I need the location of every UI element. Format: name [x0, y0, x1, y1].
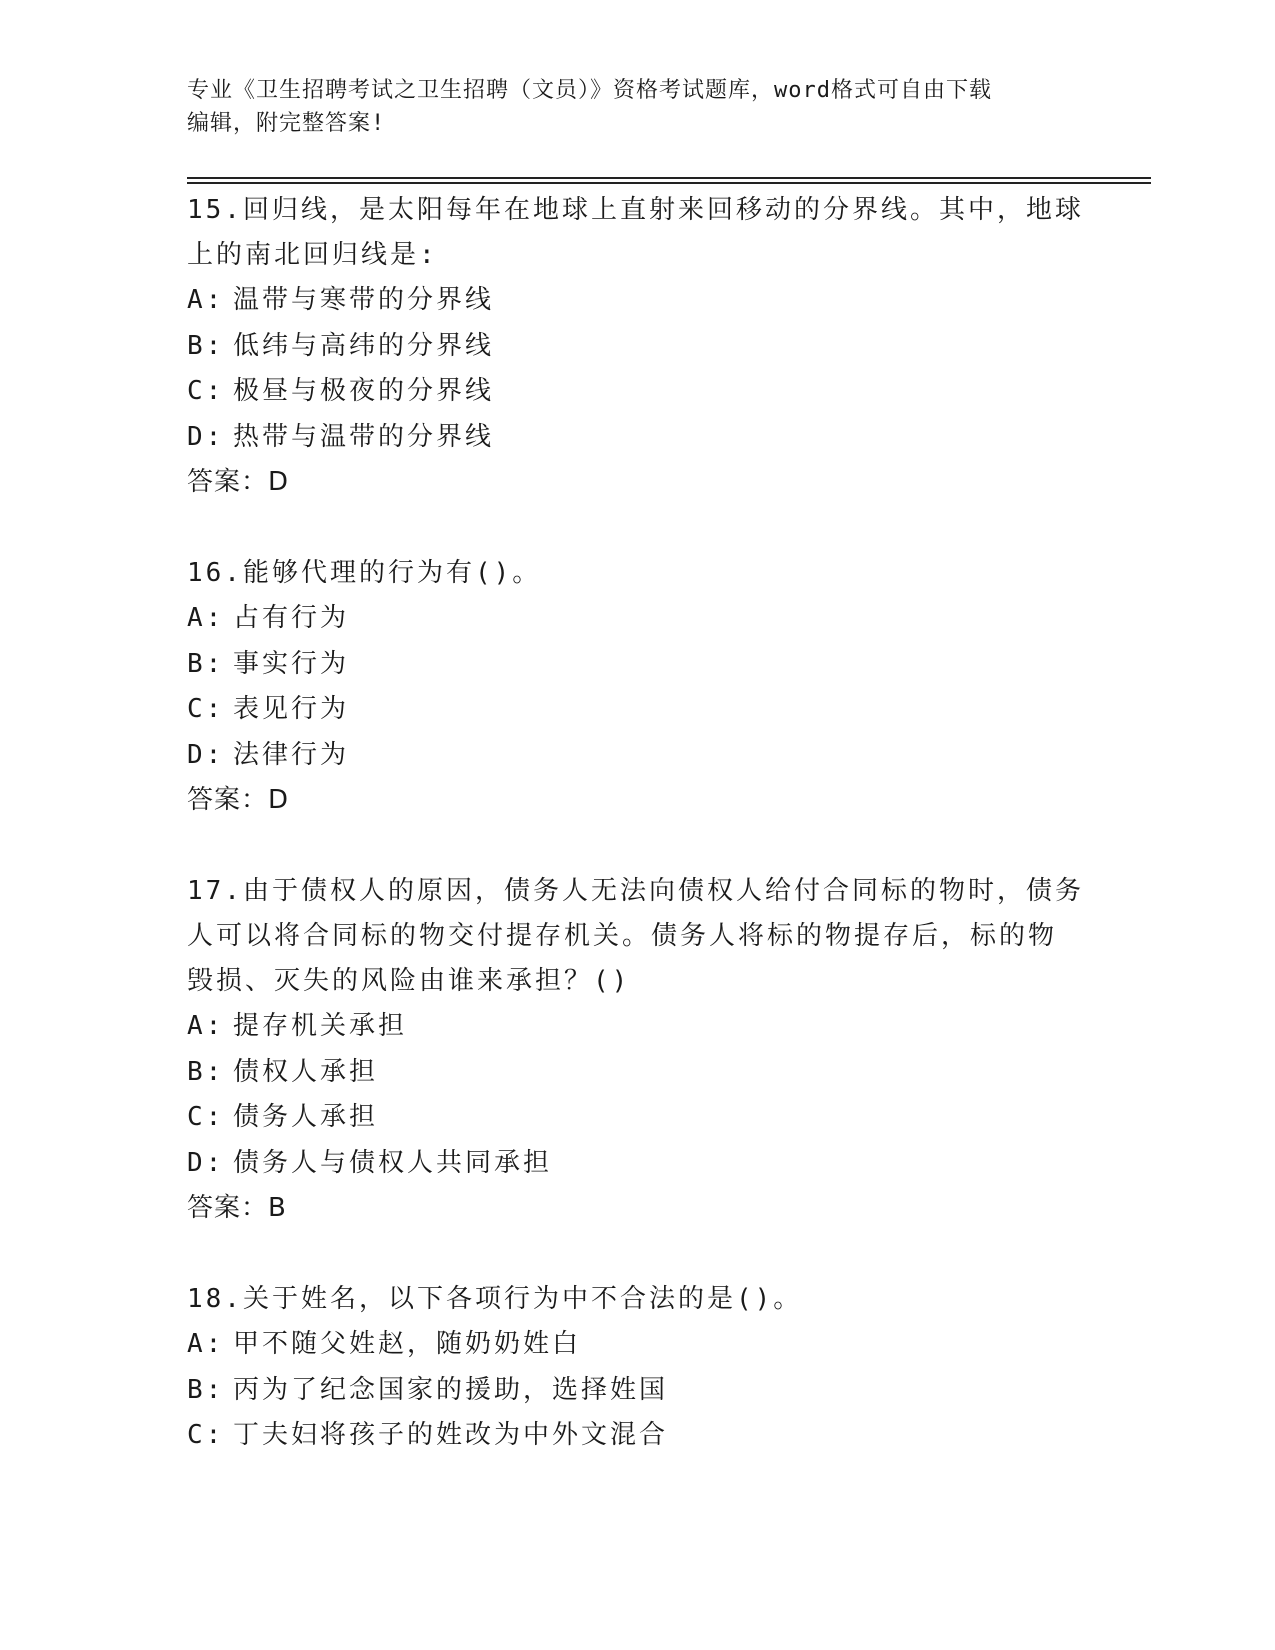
option-a [187, 1322, 1087, 1368]
option-text: 热带与温带的分界线 [233, 421, 495, 452]
question-text [187, 869, 1087, 914]
option-text: 债权人承担 [233, 1056, 379, 1087]
option-key: A: [187, 285, 225, 315]
option-key: C: [187, 694, 225, 724]
option-key: B: [187, 648, 225, 679]
option-b [187, 1050, 1087, 1096]
option-key: D: [187, 1147, 225, 1178]
option-key: A: [187, 1329, 225, 1359]
question-number: 15. [187, 195, 243, 225]
option-key: D: [187, 739, 225, 770]
option-key: A: [187, 603, 225, 633]
option-text: 丙为了纪念国家的援助，选择姓国 [233, 1374, 669, 1405]
option-key: A: [187, 1011, 225, 1041]
question-text [187, 188, 1087, 233]
option-text: 占有行为 [233, 603, 350, 633]
header-line-2: 编辑，附完整答案! [187, 111, 386, 136]
option-key: B: [187, 330, 225, 361]
option-a [187, 278, 1087, 324]
question-list [187, 188, 1087, 1459]
option-d [187, 415, 1087, 461]
option-text: 法律行为 [233, 739, 350, 770]
option-c [187, 369, 1087, 415]
question-text-line: 关于姓名，以下各项行为中不合法的是()。 [242, 1284, 803, 1314]
question-text [187, 1277, 1087, 1322]
option-text: 表见行为 [233, 694, 350, 724]
header-divider-top [187, 177, 1151, 179]
option-text: 温带与寒带的分界线 [233, 285, 495, 315]
question-number: 17. [187, 876, 243, 906]
header-divider-bottom [187, 182, 1151, 184]
option-key: D: [187, 421, 225, 452]
option-key: C: [187, 1420, 225, 1450]
option-text: 提存机关承担 [233, 1011, 408, 1041]
option-text: 丁夫妇将孩子的姓改为中外文混合 [233, 1420, 669, 1450]
question-text-line: 人可以将合同标的物交付提存机关。债务人将标的物提存后，标的物 [187, 921, 1058, 951]
option-c [187, 1413, 1087, 1459]
question-spacer [187, 505, 1087, 551]
question-text-line: 回归线，是太阳每年在地球上直射来回移动的分界线。其中，地球 [242, 195, 1084, 225]
answer-line: 答案：D [187, 467, 290, 497]
option-key: C: [187, 1102, 225, 1132]
option-b [187, 324, 1087, 370]
option-b [187, 642, 1087, 688]
header-line-1: 专业《卫生招聘考试之卫生招聘（文员）》资格考试题库，word格式可自由下载 [187, 78, 992, 103]
question-text-line: 能够代理的行为有()。 [242, 558, 542, 588]
option-c [187, 1095, 1087, 1141]
question-text-line: 毁损、灭失的风险由谁来承担？() [187, 966, 631, 996]
question-spacer [187, 823, 1087, 869]
option-d [187, 733, 1087, 779]
question-text-line: 由于债权人的原因，债务人无法向债权人给付合同标的物时，债务 [242, 876, 1084, 906]
document-header [187, 74, 1087, 140]
answer-line: 答案：D [187, 785, 290, 815]
option-key: B: [187, 1056, 225, 1087]
option-d [187, 1141, 1087, 1187]
option-c [187, 687, 1087, 733]
option-text: 低纬与高纬的分界线 [233, 330, 495, 361]
question-17 [187, 869, 1087, 1231]
option-text: 事实行为 [233, 648, 350, 679]
option-b [187, 1368, 1087, 1414]
option-a [187, 596, 1087, 642]
option-text: 债务人与债权人共同承担 [233, 1147, 553, 1178]
option-a [187, 1004, 1087, 1050]
option-key: C: [187, 376, 225, 406]
option-key: B: [187, 1374, 225, 1405]
option-text: 甲不随父姓赵，随奶奶姓白 [233, 1329, 582, 1359]
question-15 [187, 188, 1087, 505]
question-text [187, 551, 1087, 596]
option-text: 极昼与极夜的分界线 [233, 376, 495, 406]
question-18 [187, 1277, 1087, 1459]
answer-line: 答案：B [187, 1193, 287, 1223]
question-16 [187, 551, 1087, 823]
question-spacer [187, 1231, 1087, 1277]
question-number: 18. [187, 1284, 243, 1314]
question-number: 16. [187, 558, 243, 588]
question-text-line: 上的南北回归线是: [187, 240, 438, 270]
option-text: 债务人承担 [233, 1102, 379, 1132]
